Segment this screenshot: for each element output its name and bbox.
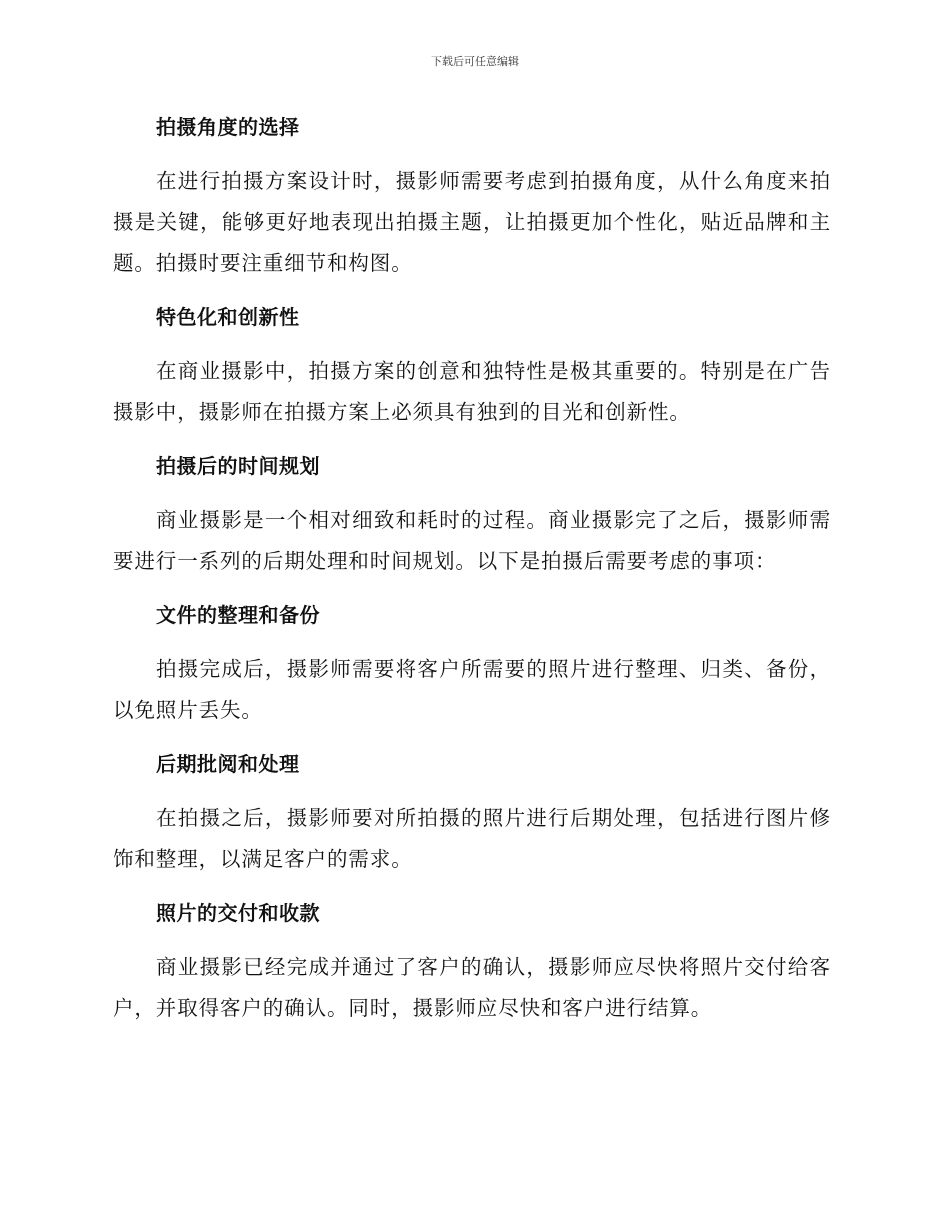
section-shooting-angle <box>113 107 831 284</box>
section-heading: 文件的整理和备份 <box>156 603 320 627</box>
section-paragraph: 在商业摄影中，拍摄方案的创意和独特性是极其重要的。特别是在广告摄影中，摄影师在拍摄方案上必须具有独到的目光和创新性。 <box>113 359 831 424</box>
section-post-processing <box>113 744 831 880</box>
section-innovation <box>113 297 831 433</box>
section-paragraph: 在进行拍摄方案设计时，摄影师需要考虑到拍摄角度，从什么角度来拍摄是关键，能够更好地表现出拍摄主题，让拍摄更加个性化，贴近品牌和主题。拍摄时要注重细节和构图。 <box>113 169 831 275</box>
section-heading: 拍摄角度的选择 <box>156 115 300 139</box>
page-header-note: 下载后可任意编辑 <box>431 55 519 68</box>
section-paragraph: 商业摄影是一个相对细致和耗时的过程。商业摄影完了之后，摄影师需要进行一系列的后期处理和时间规划。以下是拍摄后需要考虑的事项： <box>113 508 831 573</box>
section-paragraph: 商业摄影已经完成并通过了客户的确认，摄影师应尽快将照片交付给客户，并取得客户的确认。同时，摄影师应尽快和客户进行结算。 <box>113 955 831 1020</box>
section-paragraph: 在拍摄之后，摄影师要对所拍摄的照片进行后期处理，包括进行图片修饰和整理，以满足客户的需求。 <box>113 806 831 871</box>
section-heading: 照片的交付和收款 <box>156 901 320 925</box>
section-post-shoot-planning <box>113 446 831 582</box>
section-file-backup <box>113 595 831 731</box>
document-body <box>113 107 831 1042</box>
section-heading: 特色化和创新性 <box>156 305 300 329</box>
section-heading: 后期批阅和处理 <box>156 752 300 776</box>
section-delivery-payment <box>113 893 831 1029</box>
section-heading: 拍摄后的时间规划 <box>156 454 320 478</box>
section-paragraph: 拍摄完成后，摄影师需要将客户所需要的照片进行整理、归类、备份，以免照片丢失。 <box>113 657 831 722</box>
